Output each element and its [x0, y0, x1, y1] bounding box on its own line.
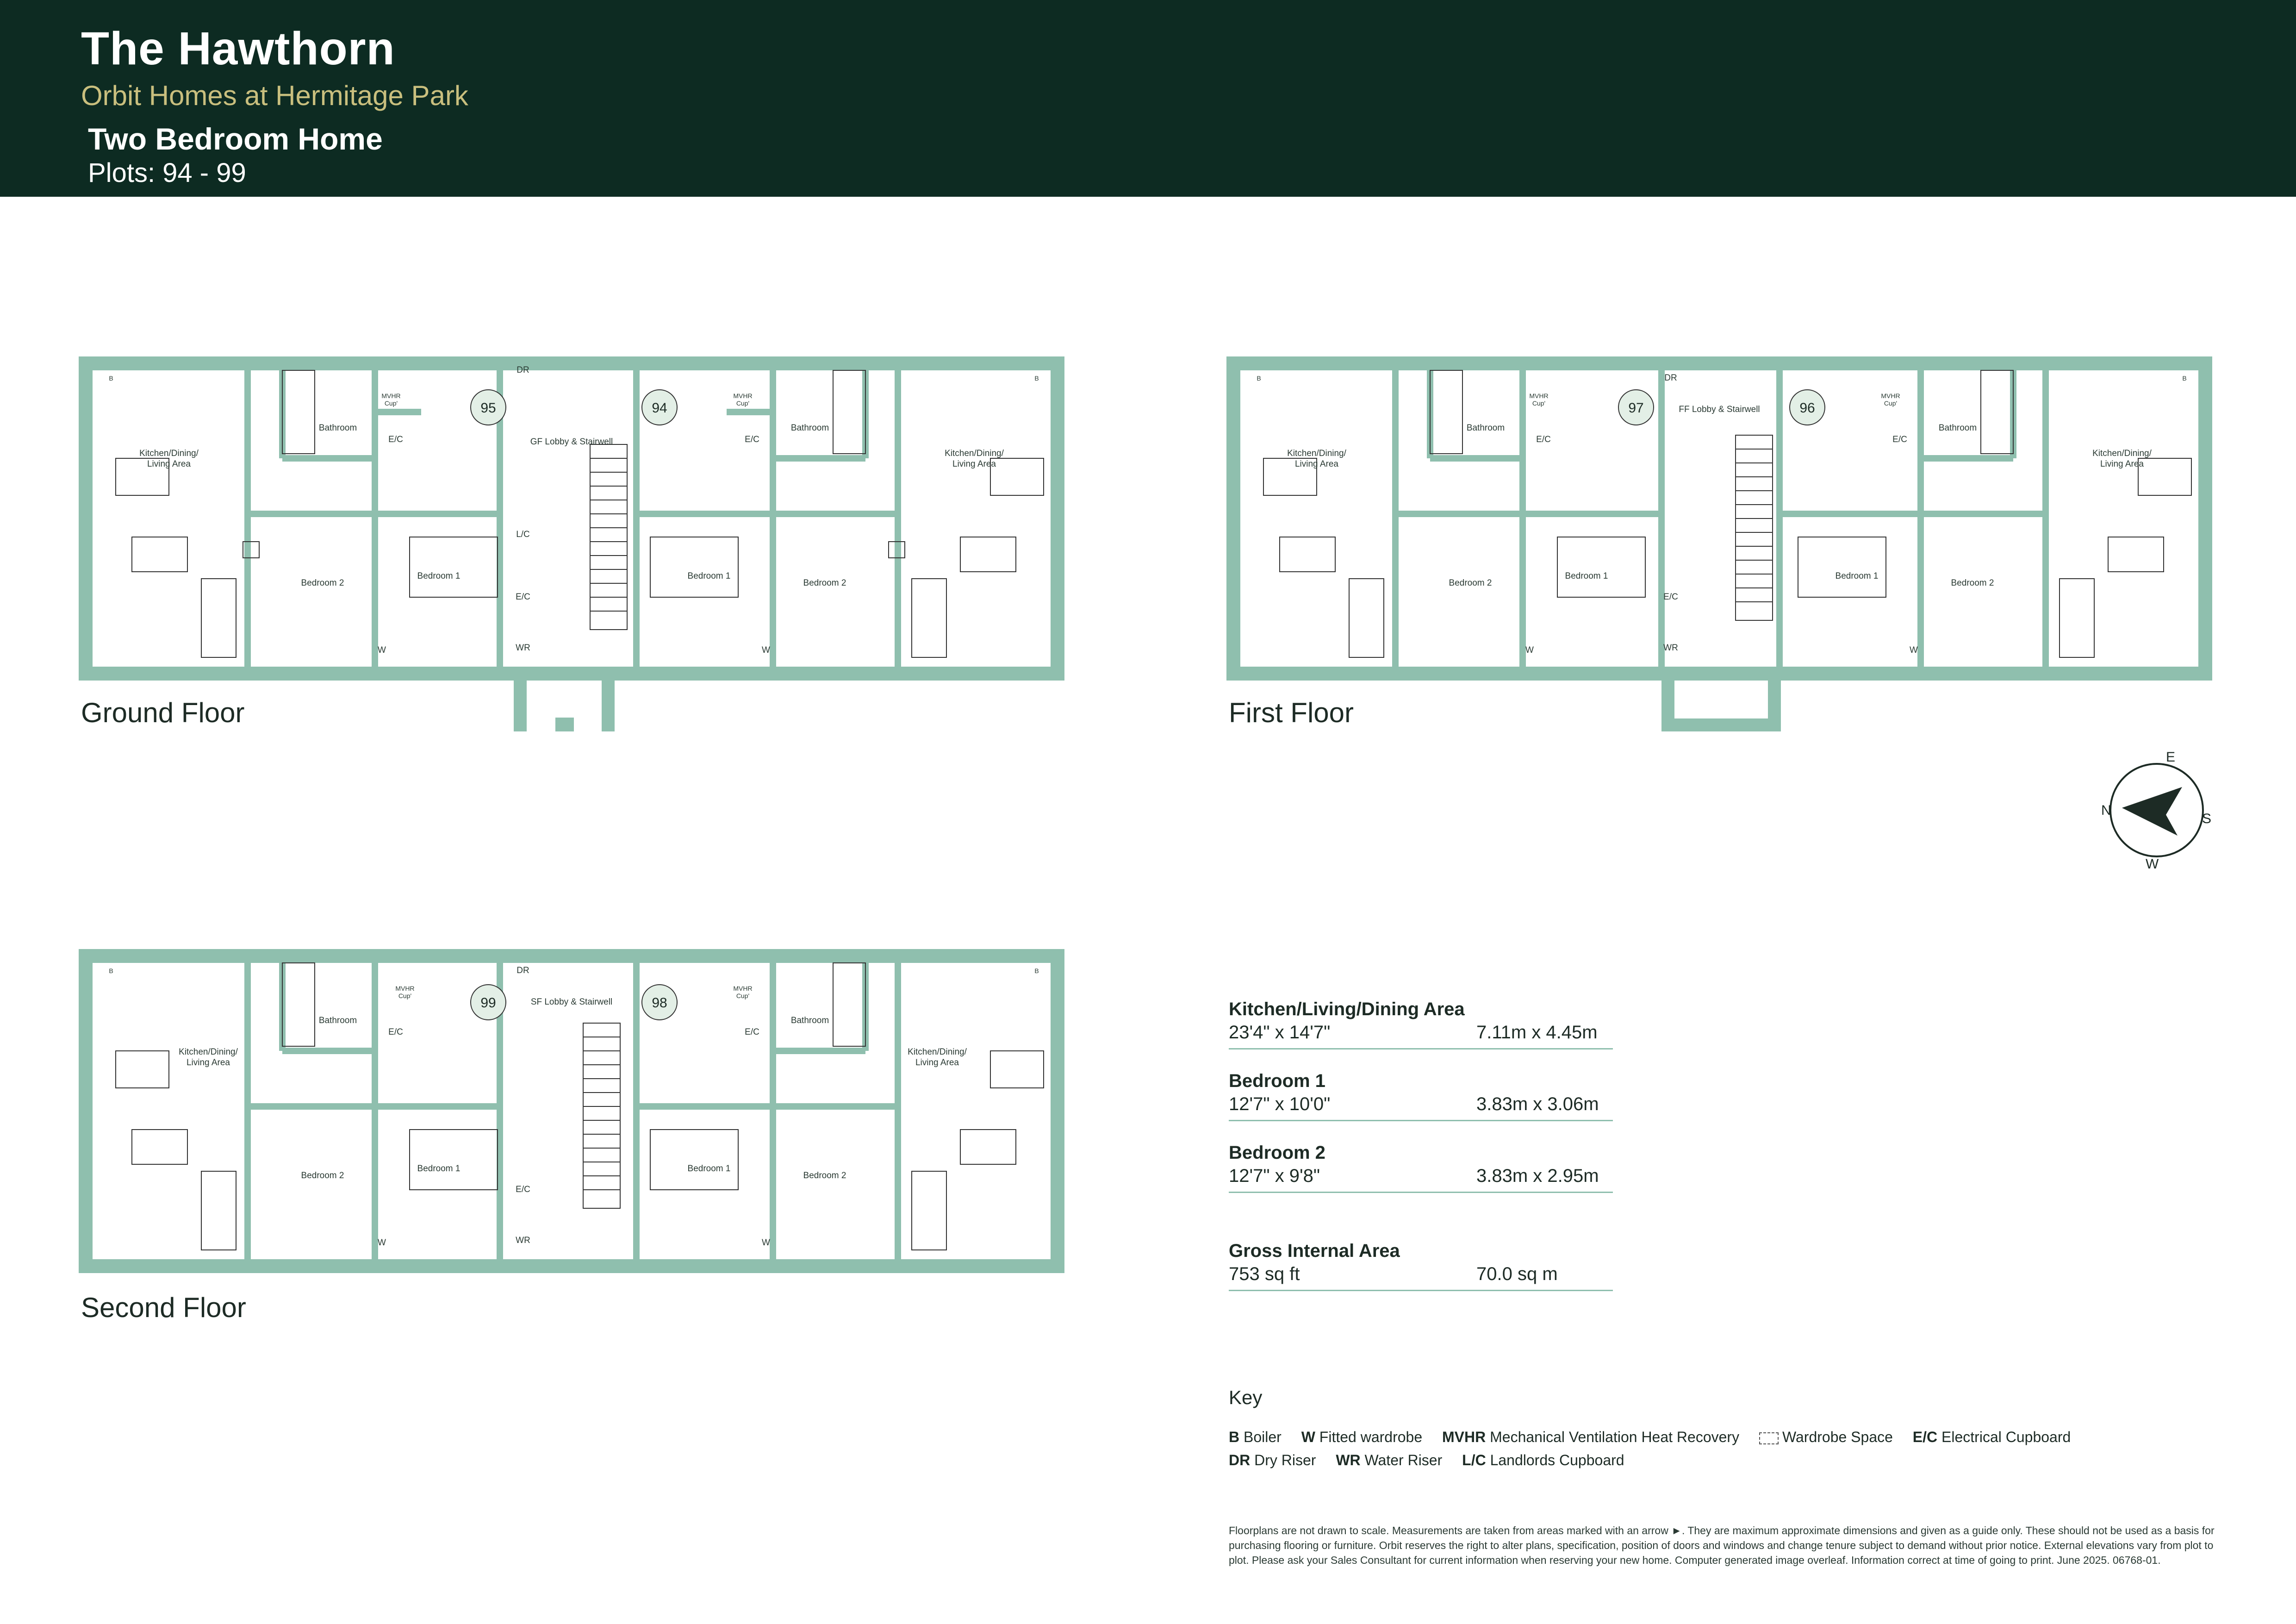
development-title: The Hawthorn: [81, 23, 395, 75]
second-floor-left-mvhr-label-1: MVHR: [395, 985, 415, 992]
second-floor-stairs: [583, 1023, 620, 1208]
key-text: Landlords Cupboard: [1490, 1452, 1624, 1468]
ground-floor-right-mvhr-label-2: Cup': [736, 400, 750, 407]
key-abbr: E/C: [1912, 1429, 1938, 1445]
second-floor-right-mvhr-label-1: MVHR: [733, 985, 753, 992]
first-floor-left-bedroom2-label: Bedroom 2: [1449, 578, 1492, 588]
key-item-wardrobe: [1301, 1425, 1422, 1449]
key-text: Water Riser: [1364, 1452, 1443, 1468]
key-item-dry-riser: [1229, 1449, 1316, 1472]
key-item-electrical-cupboard: [1913, 1425, 2071, 1449]
ground-floor-left-mvhr-label-2: Cup': [384, 400, 398, 407]
key-line-2: [1229, 1449, 2201, 1472]
ground-floor-lobby-label: GF Lobby & Stairwell: [530, 437, 613, 447]
second-floor-left-bathroom-label: Bathroom: [318, 1016, 357, 1025]
second-floor-left-kitchen-label-2: Living Area: [186, 1058, 230, 1068]
ground-floor-left-kitchen-label-1: Kitchen/Dining/: [139, 449, 199, 458]
second-floor-wr-label: WR: [516, 1236, 530, 1245]
key-text: Dry Riser: [1254, 1452, 1316, 1468]
first-floor-left-boiler-label: B: [1257, 375, 1261, 382]
gross-internal-area-row: [1229, 1237, 1613, 1291]
first-floor-left-kitchen-label-1: Kitchen/Dining/: [1287, 449, 1346, 458]
wardrobe-space-icon: [1759, 1432, 1779, 1444]
dimension-row: [1229, 1067, 1613, 1121]
ground-floor-right-boiler-label: B: [1034, 375, 1039, 382]
key-item-boiler: [1229, 1425, 1282, 1449]
compass-rose-icon: [2101, 750, 2212, 870]
first-floor-label: First Floor: [1229, 697, 1354, 728]
key-text: Mechanical Ventilation Heat Recovery: [1490, 1429, 1740, 1445]
ground-floor-lc-label: L/C: [516, 530, 530, 539]
second-floor-left-wardrobe-label: W: [378, 1238, 386, 1248]
home-type: Two Bedroom Home: [88, 122, 383, 156]
second-floor-left-ec-label: E/C: [388, 1027, 403, 1037]
ground-floor-label: Ground Floor: [81, 697, 245, 728]
second-floor-dr-label: DR: [516, 966, 529, 975]
first-floor-wr-label: WR: [1663, 643, 1678, 653]
second-floor-right-mvhr-label-2: Cup': [736, 992, 750, 999]
second-floor-left-kitchen-label-1: Kitchen/Dining/: [179, 1047, 238, 1057]
ground-floor-left-plot-number: 95: [480, 400, 496, 416]
second-floor-right-ec-label: E/C: [745, 1027, 759, 1037]
first-floor-right-plot-number: 96: [1799, 400, 1815, 416]
first-floor-lobby-ec-label: E/C: [1663, 592, 1678, 602]
ground-floor-left-bedroom2-label: Bedroom 2: [301, 578, 344, 588]
plot-range: Plots: 94 - 99: [88, 158, 246, 188]
first-floor-right-wardrobe-label: W: [1910, 645, 1918, 655]
development-subtitle: Orbit Homes at Hermitage Park: [81, 80, 468, 111]
dimension-imperial: 12'7" x 9'8": [1229, 1166, 1320, 1186]
ground-floor-right-wardrobe-label: W: [762, 645, 770, 655]
ground-floor-right-kitchen-label-1: Kitchen/Dining/: [945, 449, 1004, 458]
key-item-water-riser: [1336, 1449, 1442, 1472]
key-text: Boiler: [1244, 1429, 1282, 1445]
compass-east: E: [2166, 750, 2176, 765]
second-floor-right-wardrobe-label: W: [762, 1238, 770, 1248]
second-floor-plan: [79, 949, 1074, 1282]
first-floor-right-bedroom1-label: Bedroom 1: [1835, 571, 1879, 581]
first-floor-right-bedroom2-label: Bedroom 2: [1951, 578, 1994, 588]
second-floor-right-bedroom1-label: Bedroom 1: [687, 1164, 731, 1174]
ground-floor-right-bathroom-label: Bathroom: [790, 423, 829, 433]
dimension-metric: 3.83m x 3.06m: [1476, 1094, 1599, 1114]
dimension-room-name: Kitchen/Living/Dining Area: [1229, 999, 1465, 1019]
disclaimer-text: Floorplans are not drawn to scale. Measurements are taken from areas marked with an arrow ►. They are maximum approximate dimensions and given as a guide only. These should not be used as a basis for purchasing flooring or furniture. Orbit reserves the right to alter plans, specification, position of doors and windows and change tenure subject to demand without prior notice. External elevations vary from plot to plot. Please ask your Sales Consultant for current information when reserving your new home. Computer generated image overleaf. Information correct at time of going to print. June 2025. 06768-01.: [1229, 1524, 2215, 1566]
ground-floor-left-ec-label: E/C: [388, 435, 403, 444]
ground-floor-right-ec-label: E/C: [745, 435, 759, 444]
second-floor-left-bedroom1-label: Bedroom 1: [417, 1164, 460, 1174]
key-abbr: DR: [1229, 1452, 1251, 1468]
first-floor-left-ec-label: E/C: [1536, 435, 1551, 444]
ground-floor-stairs: [590, 444, 627, 630]
first-floor-right-ec-label: E/C: [1892, 435, 1907, 444]
first-floor-right-kitchen-label-2: Living Area: [2100, 459, 2144, 469]
first-floor-left-plot-number: 97: [1628, 400, 1644, 416]
gia-imperial: 753 sq ft: [1229, 1264, 1300, 1284]
ground-floor-left-bedroom1-label: Bedroom 1: [417, 571, 460, 581]
first-floor-right-kitchen-label-1: Kitchen/Dining/: [2092, 449, 2152, 458]
key-abbr: L/C: [1462, 1452, 1486, 1468]
second-floor-left-bedroom2-label: Bedroom 2: [301, 1171, 344, 1181]
key-text: Electrical Cupboard: [1941, 1429, 2071, 1445]
ground-floor-right-bedroom2-label: Bedroom 2: [803, 578, 846, 588]
header-bar: [0, 0, 2296, 197]
dimension-imperial: 12'7" x 10'0": [1229, 1094, 1331, 1114]
dimension-row: [1229, 1139, 1613, 1193]
first-floor-left-bedroom1-label: Bedroom 1: [1565, 571, 1608, 581]
ground-floor-lobby-ec-label: E/C: [516, 592, 530, 602]
second-floor-left-boiler-label: B: [109, 967, 113, 974]
dimension-room-name: Bedroom 1: [1229, 1071, 1325, 1091]
compass-north: N: [2101, 803, 2111, 818]
key-item-wardrobe-space: [1759, 1425, 1893, 1449]
ground-floor-left-wardrobe-label: W: [378, 645, 386, 655]
first-floor-dr-label: DR: [1664, 373, 1677, 383]
dimension-metric: 3.83m x 2.95m: [1476, 1166, 1599, 1186]
first-floor-right-mvhr-label-2: Cup': [1884, 400, 1898, 407]
ground-floor-left-mvhr-label-1: MVHR: [381, 392, 401, 400]
gia-label: Gross Internal Area: [1229, 1241, 1400, 1261]
ground-floor-dr-label: DR: [516, 365, 529, 375]
first-floor-stairs: [1736, 435, 1773, 620]
ground-floor-left-boiler-label: B: [109, 375, 113, 382]
ground-floor-right-kitchen-label-2: Living Area: [952, 459, 996, 469]
compass-west: W: [2146, 856, 2159, 870]
second-floor-lobby-ec-label: E/C: [516, 1185, 530, 1194]
first-floor-right-boiler-label: B: [2182, 375, 2187, 382]
second-floor-right-kitchen-label-1: Kitchen/Dining/: [908, 1047, 967, 1057]
second-floor-right-plot-number: 98: [652, 995, 667, 1011]
key-text: Wardrobe Space: [1782, 1429, 1893, 1445]
first-floor-left-mvhr-label-1: MVHR: [1529, 392, 1549, 400]
first-floor-right-bathroom-label: Bathroom: [1938, 423, 1977, 433]
ground-floor-left-bathroom-label: Bathroom: [318, 423, 357, 433]
ground-floor-left-kitchen-label-2: Living Area: [147, 459, 191, 469]
first-floor-left-mvhr-label-2: Cup': [1532, 400, 1546, 407]
second-floor-right-kitchen-label-2: Living Area: [915, 1058, 959, 1068]
key-line-1: [1229, 1425, 2201, 1449]
key-title: Key: [1229, 1387, 1263, 1408]
second-floor-right-boiler-label: B: [1034, 967, 1039, 974]
ground-floor-wr-label: WR: [516, 643, 530, 653]
dimension-row: [1229, 995, 1613, 1049]
first-floor-left-kitchen-label-2: Living Area: [1294, 459, 1339, 469]
room-dimensions-table: [1229, 995, 1613, 1309]
ground-floor-right-plot-number: 94: [652, 400, 667, 416]
second-floor-left-plot-number: 99: [480, 995, 496, 1011]
key-item-mvhr: [1442, 1425, 1739, 1449]
first-floor-plan: [1226, 319, 2221, 736]
first-floor-left-bathroom-label: Bathroom: [1466, 423, 1505, 433]
ground-floor-right-bedroom1-label: Bedroom 1: [687, 571, 731, 581]
plan-key: [1229, 1387, 2201, 1472]
key-item-landlords-cupboard: [1462, 1449, 1624, 1472]
compass-south: S: [2202, 811, 2212, 826]
key-text: Fitted wardrobe: [1319, 1429, 1423, 1445]
second-floor-right-bedroom2-label: Bedroom 2: [803, 1171, 846, 1181]
second-floor-left-mvhr-label-2: Cup': [398, 992, 412, 999]
second-floor-label: Second Floor: [81, 1292, 246, 1323]
first-floor-left-wardrobe-label: W: [1525, 645, 1534, 655]
key-abbr: WR: [1336, 1452, 1361, 1468]
dimension-metric: 7.11m x 4.45m: [1476, 1022, 1598, 1043]
second-floor-lobby-label: SF Lobby & Stairwell: [530, 997, 613, 1007]
second-floor-right-bathroom-label: Bathroom: [790, 1016, 829, 1025]
first-floor-right-mvhr-label-1: MVHR: [1881, 392, 1900, 400]
ground-floor-plan: [79, 319, 1074, 736]
dimension-room-name: Bedroom 2: [1229, 1143, 1325, 1163]
ground-floor-internal-walls: [248, 363, 898, 674]
key-abbr: MVHR: [1442, 1429, 1486, 1445]
dimension-imperial: 23'4" x 14'7": [1229, 1022, 1331, 1043]
first-floor-lobby-label: FF Lobby & Stairwell: [1679, 405, 1760, 414]
key-abbr: W: [1301, 1429, 1315, 1445]
key-abbr: B: [1229, 1429, 1240, 1445]
gia-metric: 70.0 sq m: [1476, 1264, 1558, 1284]
ground-floor-right-mvhr-label-1: MVHR: [733, 392, 753, 400]
